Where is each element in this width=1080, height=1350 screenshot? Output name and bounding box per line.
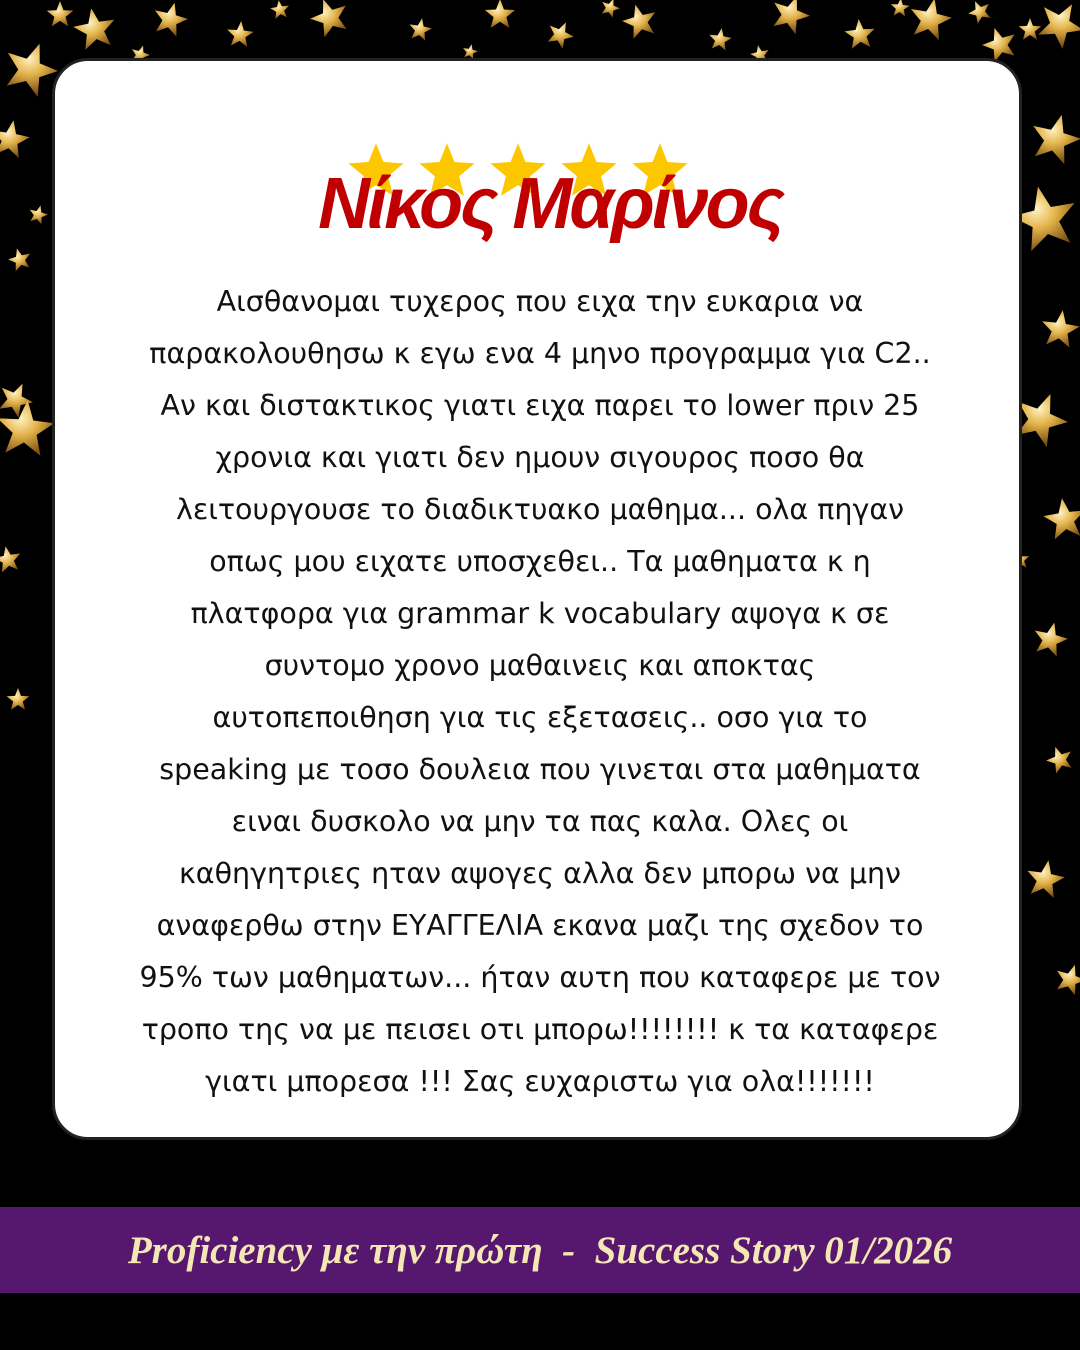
review-line: Αισθανομαι τυχερος που ειχα την ευκαρια να	[216, 285, 864, 318]
decorative-star-icon	[890, 0, 911, 17]
decorative-star-icon	[906, 0, 955, 42]
decorative-star-icon	[619, 0, 661, 40]
decorative-star-icon	[485, 0, 515, 28]
review-line: αυτοπεποιθηση για τις εξετασεις.. οσο για το	[212, 701, 868, 734]
decorative-star-icon	[598, 0, 622, 19]
decorative-star-icon	[1041, 495, 1080, 540]
review-line: speaking με τοσο δουλεια που γινεται στα μαθηματα	[159, 753, 921, 786]
decorative-star-icon	[1019, 18, 1042, 40]
decorative-star-icon	[1039, 308, 1080, 349]
decorative-star-icon	[767, 0, 815, 37]
review-line: χρονια και γιατι δεν ημουν σιγουρος ποσο θα	[215, 441, 865, 474]
decorative-star-icon	[0, 117, 32, 159]
decorative-star-icon	[7, 688, 30, 710]
review-line: παρακολουθησω κ εγω ενα 4 μηνο προγραμμα για C2..	[149, 337, 931, 370]
decorative-star-icon	[707, 27, 733, 52]
review-line: πλατφορα για grammar k vocabulary αψογα κ σε	[190, 597, 890, 630]
decorative-star-icon	[965, 0, 995, 26]
review-line: τροπο της να με πεισει οτι μπορω!!!!!!!! κ τα καταφερε	[141, 1013, 939, 1046]
decorative-star-icon	[843, 18, 876, 49]
decorative-star-icon	[1023, 857, 1067, 899]
decorative-star-icon	[1026, 108, 1080, 166]
decorative-star-icon	[226, 20, 255, 48]
decorative-star-icon	[150, 0, 192, 38]
decorative-star-icon	[1030, 618, 1071, 658]
review-line: οπως μου ειχατε υποσχεθει.. Τα μαθηματα κ η	[209, 545, 871, 578]
banner-text: Proficiency με την πρώτη - Success Story 01/2026	[127, 1228, 953, 1272]
review-text	[70, 276, 1010, 1108]
footer-banner	[0, 1207, 1080, 1293]
decorative-star-icon	[543, 17, 578, 51]
review-line: λειτουργουσε το διαδικτυακο μαθημα... ολα πηγαν	[175, 493, 905, 526]
decorative-star-icon	[6, 245, 34, 272]
review-line: καθηγητριες ηταν αψογες αλλα δεν μπορω να μην	[179, 857, 901, 890]
review-line: 95% των μαθηματων... ήταν αυτη που καταφερε με τον	[139, 961, 941, 994]
review-line: γιατι μπορεσα !!! Σας ευχαριστω για ολα!!!!!!!	[205, 1065, 875, 1098]
decorative-star-icon	[1043, 742, 1077, 775]
review-line: Αν και διστακτικος γιατι ειχα παρει το lower πριν 25	[160, 389, 920, 422]
reviewer-name: Νίκος Μαρίνος	[318, 164, 782, 244]
decorative-star-icon	[47, 1, 74, 26]
decorative-star-icon	[0, 376, 38, 420]
decorative-star-icon	[71, 5, 119, 51]
decorative-star-icon	[0, 544, 23, 574]
review-line: συντομο χρονο μαθαινεις και αποκτας	[264, 649, 816, 682]
decorative-star-icon	[1052, 960, 1080, 997]
decorative-star-icon	[305, 0, 353, 40]
review-line: ειναι δυσκολο να μην τα πας καλα. Ολες οι	[231, 805, 849, 838]
decorative-star-icon	[269, 0, 290, 19]
decorative-star-icon	[407, 16, 433, 41]
review-line: αναφερθω στην ΕΥΑΓΓΕΛΙΑ εκανα μαζι της σχεδον το	[156, 909, 924, 942]
